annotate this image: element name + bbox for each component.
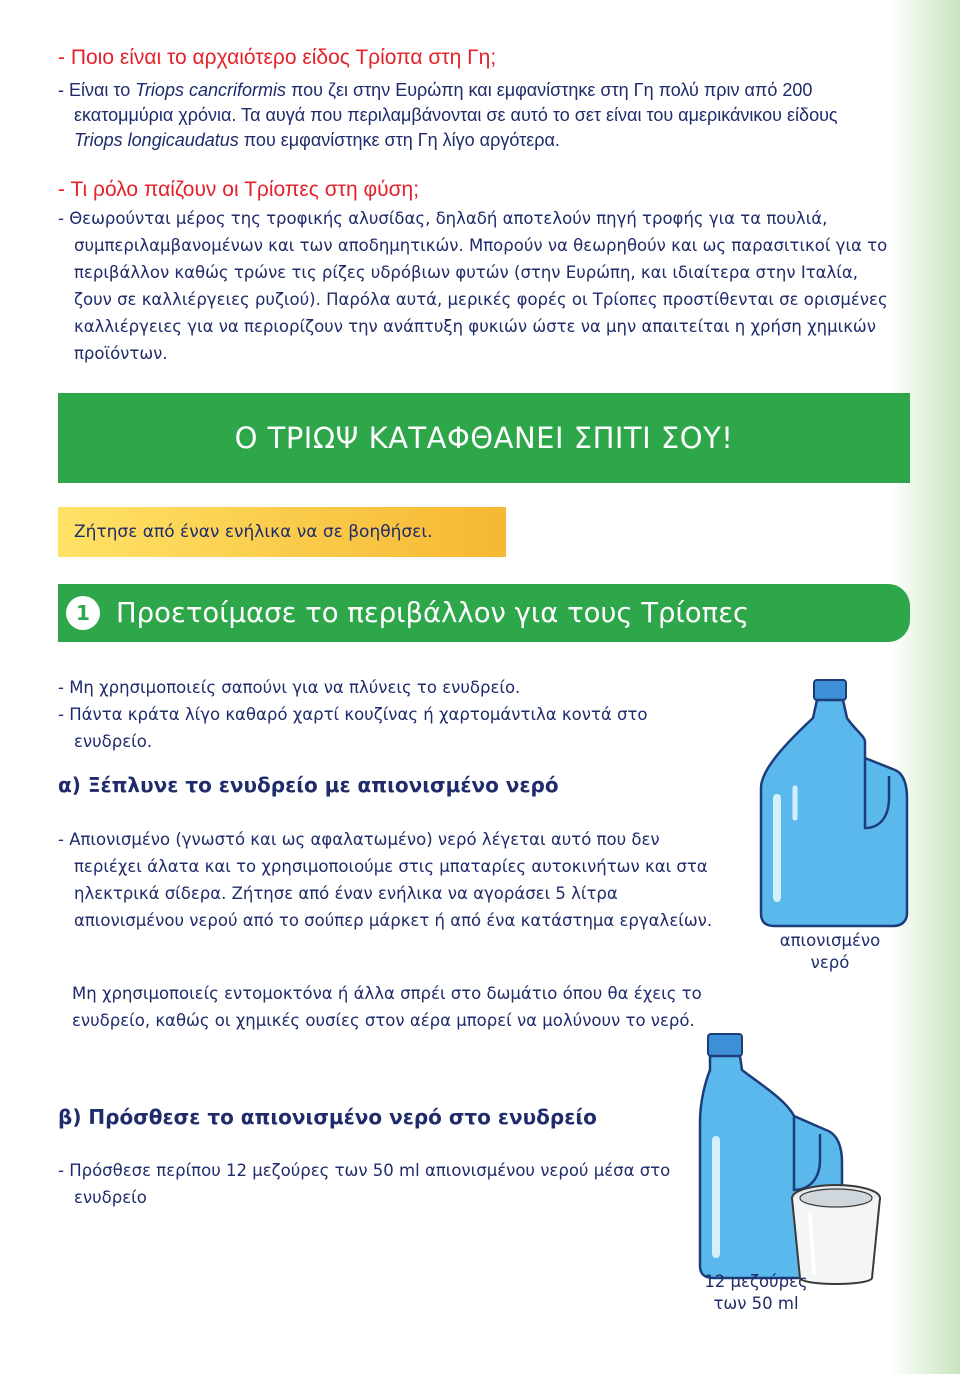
question-oldest-species: - Ποιο είναι το αρχαιότερο είδος Τρίοπα στη Γη; xyxy=(58,46,497,69)
title-banner xyxy=(58,393,910,483)
section-a-text xyxy=(58,826,718,934)
adult-help-note xyxy=(58,507,506,557)
section-b-title: β) Πρόσθεσε το απιονισμένο νερό στο ενυδρείο xyxy=(58,1105,597,1129)
water-bottle-icon xyxy=(755,678,915,928)
section-a-warning xyxy=(72,980,742,1034)
banner-title: Ο ΤΡΙΩΨ ΚΑΤΑΦΘΑΝΕΙ ΣΠΙΤΙ ΣΟΥ! xyxy=(234,421,734,455)
tip-item: - Μη χρησιμοποιείς σαπούνι για να πλύνεις το ενυδρείο. xyxy=(58,678,521,697)
step-1-title: Προετοίμασε το περιβάλλον για τους Τρίοπες xyxy=(116,597,750,629)
bottle-caption: απιονισμένο νερό xyxy=(779,931,881,972)
step-1-header xyxy=(58,584,910,642)
tips-list xyxy=(58,674,678,755)
cup-caption: 12 μεζούρες των 50 ml xyxy=(704,1272,808,1313)
section-a-title: α) Ξέπλυνε το ενυδρείο με απιονισμένο νερό xyxy=(58,773,559,797)
answer-oldest-species: - Είναι το Triops cancriformis που ζει στην Ευρώπη και εμφανίστηκε στη Γη πολύ πριν από 200 εκατομμύρια χρόνια. Τα αυγά που περιλαμβάνονται σε αυτό το σετ είναι του αμερικάνικου είδους Triops longicaudatus που εμφανίστηκε στη Γη λίγο αργότερα. xyxy=(58,80,838,150)
question-role-in-nature: - Τι ρόλο παίζουν οι Τρίοπες στη φύση; xyxy=(58,178,420,201)
section-a-paragraph-2: Μη χρησιμοποιείς εντομοκτόνα ή άλλα σπρέι στο δωμάτιο όπου θα έχεις το ενυδρείο, καθώς οι χημικές ουσίες στον αέρα μπορεί να μολύνουν το νερό. xyxy=(72,984,702,1030)
tip-item: - Πάντα κράτα λίγο καθαρό χαρτί κουζίνας ή χαρτομάντιλα κοντά στο ενυδρείο. xyxy=(58,705,648,751)
step-number-badge: 1 xyxy=(66,596,100,630)
adult-help-text: Ζήτησε από έναν ενήλικα να σε βοηθήσει. xyxy=(74,522,433,542)
section-a-paragraph-1: - Απιονισμένο (γνωστό και ως αφαλατωμένο) νερό λέγεται αυτό που δεν περιέχει άλατα και το χρησιμοποιούμε στις μπαταρίες αυτοκινήτων και στα ηλεκτρικά σίδερα. Ζήτησε από έναν ενήλικα να αγοράσει 5 λίτρα απιονισμένου νερού από το σούπερ μάρκετ ή από ένα κατάστημα εργαλείων. xyxy=(58,830,713,930)
section-b-paragraph-1: - Πρόσθεσε περίπου 12 μεζούρες των 50 ml απιονισμένου νερού μέσα στο ενυδρείο xyxy=(58,1161,671,1207)
section-b-text xyxy=(58,1157,678,1211)
answer-role-in-nature: - Θεωρούνται μέρος της τροφικής αλυσίδας, δηλαδή αποτελούν πηγή τροφής για τα πουλιά, συμπεριλαμβανομένων και των αποδημητικών. Μπορούν να θεωρηθούν και ως παρασιτικοί για το περιβάλλον καθώς τρώνε τις ρίζες υδρόβιων φυτών (στην Ευρώπη, και ιδιαίτερα στην Ιταλία, ζουν σε καλλιέργειες ρυζιού). Παρόλα αυτά, μερικές φορές οι Τρίοπες προστίθενται σε ορισμένες καλλιέργειες για να περιορίζουν την ανάπτυξη φυκιών ώστε να μην απαιτείται η χρήση χημικών προϊόντων. xyxy=(58,209,888,363)
